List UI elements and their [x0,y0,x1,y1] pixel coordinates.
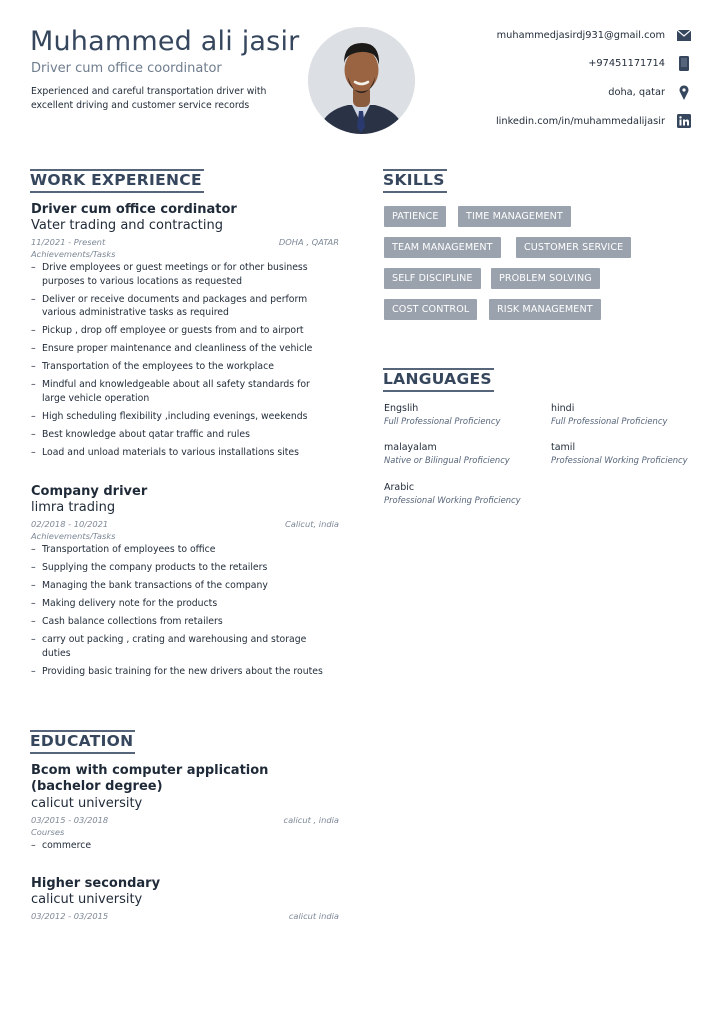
phone-icon [677,56,691,70]
candidate-name: Muhammed ali jasir [30,26,300,57]
language-level: Professional Working Proficiency [551,455,688,465]
education-courses [31,839,336,853]
list-item: – Mindful and knowledgeable about all safety standards for large vehicle operation [31,378,336,405]
list-item: – Best knowledge about qatar traffic and rules [31,428,336,442]
linkedin-icon [677,114,691,128]
language-name: Engslih [384,403,419,414]
job-employer: Vater trading and contracting [31,218,224,233]
skill-tag: TEAM MANAGEMENT [384,237,501,258]
language-name: hindi [551,403,575,414]
job-location: Calicut, india [284,519,339,529]
skill-tag: CUSTOMER SERVICE [516,237,631,258]
section-title-work: WORK EXPERIENCE [30,169,204,193]
language-item [384,442,510,465]
job-title: Driver cum office cordinator [31,202,237,217]
contact-linkedin[interactable] [496,112,691,130]
job-subhead: Achievements/Tasks [31,249,116,259]
language-level: Full Professional Proficiency [551,416,668,426]
contact-location [608,83,691,101]
skills-section [383,169,447,193]
list-item: – Drive employees or guest meetings or for other business purposes to various locations as requested [31,261,336,288]
language-level: Native or Bilingual Proficiency [384,455,510,465]
list-item: – High scheduling flexibility ,including evenings, weekends [31,410,336,424]
degree-title: Higher secondary [31,876,161,891]
job-subhead: Achievements/Tasks [31,531,116,541]
language-level: Full Professional Proficiency [384,416,501,426]
contact-location-text: doha, qatar [608,86,665,98]
language-item [384,403,500,426]
section-title-education: EDUCATION [30,730,135,754]
degree-title: Bcom with computer application (bachelor degree) [31,763,269,794]
language-name: tamil [551,442,576,453]
list-item: – Making delivery note for the products [31,597,336,611]
list-item: – carry out packing , crating and warehousing and storage duties [31,633,336,660]
contact-phone-text[interactable]: +97451171714 [588,57,665,69]
education-location: calicut india [288,911,339,921]
list-item: – commerce [31,839,336,853]
list-item: – Transportation of employees to office [31,543,336,557]
education-dates: 03/2012 - 03/2015 [31,911,109,921]
job-entry-1 [31,202,339,464]
list-item: – Cash balance collections from retailers [31,615,336,629]
list-item: – Deliver or receive documents and packages and perform various administrative tasks as required [31,293,336,320]
language-item [551,403,667,426]
list-item: – Managing the bank transactions of the company [31,579,336,593]
job-meta [31,519,339,529]
section-title-languages: LANGUAGES [383,368,494,392]
education-meta [31,815,339,825]
skill-tag: COST CONTROL [384,299,477,320]
job-entry-2 [31,484,339,683]
education-location: calicut , india [283,815,339,825]
skill-tag: PROBLEM SOLVING [491,268,600,289]
education-entry-1 [31,763,339,857]
education-entry-2 [31,876,339,921]
education-section [30,730,135,754]
contact-phone[interactable] [588,54,691,72]
contact-email[interactable] [497,26,691,44]
profile-photo-image [308,27,415,134]
contact-email-text[interactable]: muhammedjasirdj931@gmail.com [496,29,665,41]
skill-tag: TIME MANAGEMENT [458,206,571,227]
list-item: – Pickup , drop off employee or guests from and to airport [31,324,336,338]
languages-section [383,368,494,392]
job-location: DOHA , QATAR [278,237,339,247]
job-employer: limra trading [31,500,116,515]
education-dates: 03/2015 - 03/2018 [31,815,109,825]
summary-text: Experienced and careful transportation driver with excellent driving and customer service records [31,86,267,111]
institution: calicut university [31,892,143,907]
skill-tag: SELF DISCIPLINE [384,268,481,289]
job-tasks [31,543,336,678]
work-experience-section [30,169,204,193]
job-meta [31,237,339,247]
list-item: – Load and unload materials to various installations sites [31,446,336,460]
language-item [384,482,521,505]
list-item: – Supplying the company products to the retailers [31,561,336,575]
job-dates: 02/2018 - 10/2021 [31,519,109,529]
contact-linkedin-text[interactable]: linkedin.com/in/muhammedalijasir [495,115,665,127]
job-dates: 11/2021 - Present [31,237,106,247]
list-item: – Providing basic training for the new drivers about the routes [31,665,336,679]
envelope-icon [677,28,691,42]
job-title: Company driver [31,484,148,499]
skill-tag: PATIENCE [384,206,446,227]
list-item: – Transportation of the employees to the workplace [31,360,336,374]
profile-photo [308,27,415,134]
skill-tag: RISK MANAGEMENT [489,299,601,320]
education-meta [31,911,339,921]
candidate-title: Driver cum office coordinator [31,61,222,76]
list-item: – Ensure proper maintenance and cleanliness of the vehicle [31,342,336,356]
education-subhead: Courses [31,827,65,837]
language-level: Professional Working Proficiency [384,495,521,505]
language-name: Arabic [384,482,415,493]
language-item [551,442,688,465]
language-name: malayalam [384,442,437,453]
job-tasks [31,261,336,459]
institution: calicut university [31,796,143,811]
section-title-skills: SKILLS [383,169,447,193]
location-pin-icon [677,85,691,99]
